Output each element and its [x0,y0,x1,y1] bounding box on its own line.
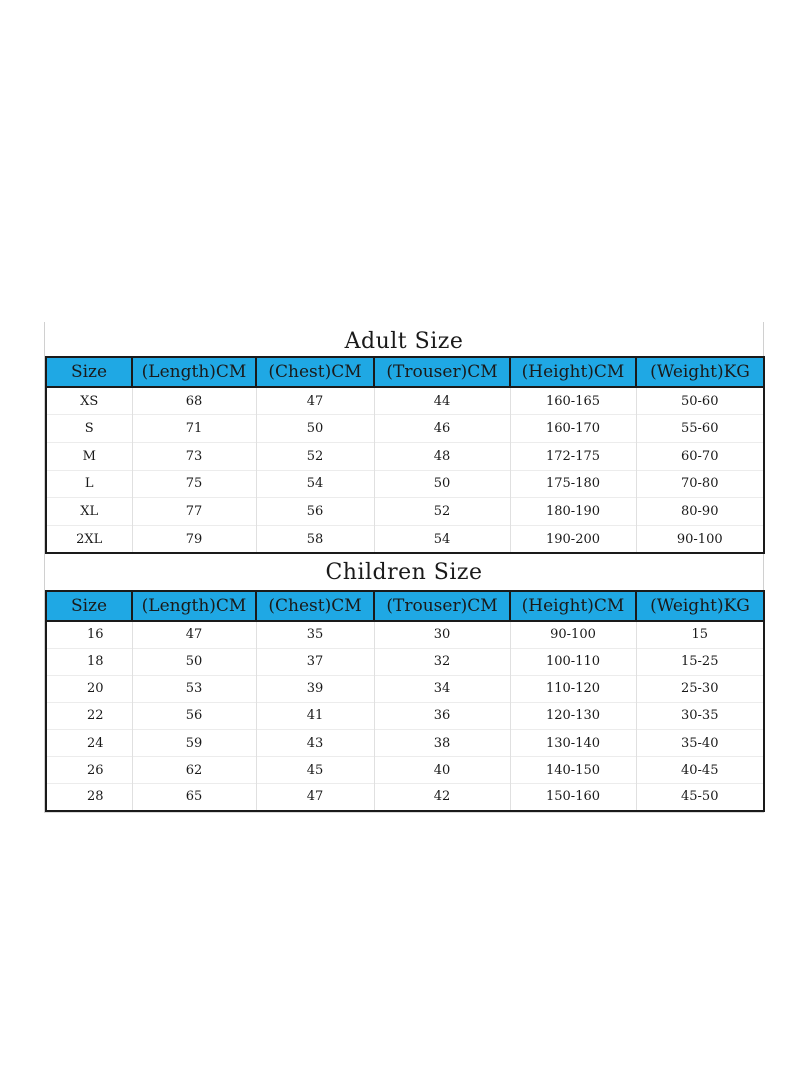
trouser-cell: 36 [374,702,510,729]
weight-cell: 40-45 [636,757,764,784]
chest-cell: 35 [256,621,374,648]
length-cell: 53 [132,675,256,702]
trouser-cell: 34 [374,675,510,702]
height-cell: 120-130 [510,702,636,729]
length-cell: 62 [132,757,256,784]
size-cell: 24 [46,730,132,757]
table-row [46,784,764,811]
trouser-cell: 50 [374,470,510,498]
length-cell: 79 [132,525,256,553]
children-header-row [46,591,764,621]
height-cell: 190-200 [510,525,636,553]
weight-cell: 90-100 [636,525,764,553]
trouser-cell: 30 [374,621,510,648]
table-row [46,621,764,648]
length-cell: 65 [132,784,256,811]
children-size-title: Children Size [45,554,763,590]
chest-cell: 47 [256,387,374,415]
chest-cell: 54 [256,470,374,498]
trouser-cell: 46 [374,415,510,443]
length-cell: 75 [132,470,256,498]
trouser-cell: 48 [374,442,510,470]
children-header-height: (Height)CM [510,591,636,621]
chest-cell: 56 [256,498,374,526]
table-row [46,730,764,757]
weight-cell: 80-90 [636,498,764,526]
chest-cell: 58 [256,525,374,553]
trouser-cell: 38 [374,730,510,757]
chest-cell: 37 [256,648,374,675]
children-header-size: Size [46,591,132,621]
size-cell: XS [46,387,132,415]
trouser-cell: 42 [374,784,510,811]
adult-header-length: (Length)CM [132,357,256,387]
height-cell: 175-180 [510,470,636,498]
adult-header-row [46,357,764,387]
size-cell: XL [46,498,132,526]
chest-cell: 43 [256,730,374,757]
height-cell: 110-120 [510,675,636,702]
adult-header-chest: (Chest)CM [256,357,374,387]
length-cell: 47 [132,621,256,648]
weight-cell: 55-60 [636,415,764,443]
size-cell: L [46,470,132,498]
length-cell: 77 [132,498,256,526]
table-row [46,387,764,415]
height-cell: 180-190 [510,498,636,526]
weight-cell: 50-60 [636,387,764,415]
table-row [46,415,764,443]
height-cell: 160-165 [510,387,636,415]
size-cell: S [46,415,132,443]
table-row [46,702,764,729]
weight-cell: 70-80 [636,470,764,498]
size-chart [44,322,764,813]
trouser-cell: 40 [374,757,510,784]
trouser-cell: 44 [374,387,510,415]
trouser-cell: 52 [374,498,510,526]
size-cell: 2XL [46,525,132,553]
children-header-chest: (Chest)CM [256,591,374,621]
children-header-length: (Length)CM [132,591,256,621]
adult-header-trouser: (Trouser)CM [374,357,510,387]
children-header-weight: (Weight)KG [636,591,764,621]
children-header-trouser: (Trouser)CM [374,591,510,621]
chest-cell: 52 [256,442,374,470]
length-cell: 59 [132,730,256,757]
length-cell: 50 [132,648,256,675]
chest-cell: 39 [256,675,374,702]
size-cell: 16 [46,621,132,648]
table-row [46,498,764,526]
table-row [46,648,764,675]
size-cell: 22 [46,702,132,729]
length-cell: 71 [132,415,256,443]
size-cell: 28 [46,784,132,811]
table-row [46,675,764,702]
size-cell: 18 [46,648,132,675]
adult-size-table [45,356,765,554]
height-cell: 130-140 [510,730,636,757]
weight-cell: 15-25 [636,648,764,675]
size-cell: M [46,442,132,470]
trouser-cell: 32 [374,648,510,675]
adult-size-title: Adult Size [45,322,763,356]
adult-header-weight: (Weight)KG [636,357,764,387]
length-cell: 73 [132,442,256,470]
height-cell: 140-150 [510,757,636,784]
chest-cell: 41 [256,702,374,729]
chest-cell: 47 [256,784,374,811]
table-row [46,757,764,784]
height-cell: 90-100 [510,621,636,648]
chest-cell: 45 [256,757,374,784]
adult-header-height: (Height)CM [510,357,636,387]
weight-cell: 35-40 [636,730,764,757]
weight-cell: 45-50 [636,784,764,811]
weight-cell: 25-30 [636,675,764,702]
length-cell: 68 [132,387,256,415]
size-cell: 26 [46,757,132,784]
table-row [46,525,764,553]
trouser-cell: 54 [374,525,510,553]
weight-cell: 60-70 [636,442,764,470]
children-size-table [45,590,765,812]
weight-cell: 30-35 [636,702,764,729]
chest-cell: 50 [256,415,374,443]
table-row [46,470,764,498]
table-row [46,442,764,470]
weight-cell: 15 [636,621,764,648]
height-cell: 150-160 [510,784,636,811]
length-cell: 56 [132,702,256,729]
adult-header-size: Size [46,357,132,387]
height-cell: 160-170 [510,415,636,443]
height-cell: 100-110 [510,648,636,675]
size-cell: 20 [46,675,132,702]
height-cell: 172-175 [510,442,636,470]
